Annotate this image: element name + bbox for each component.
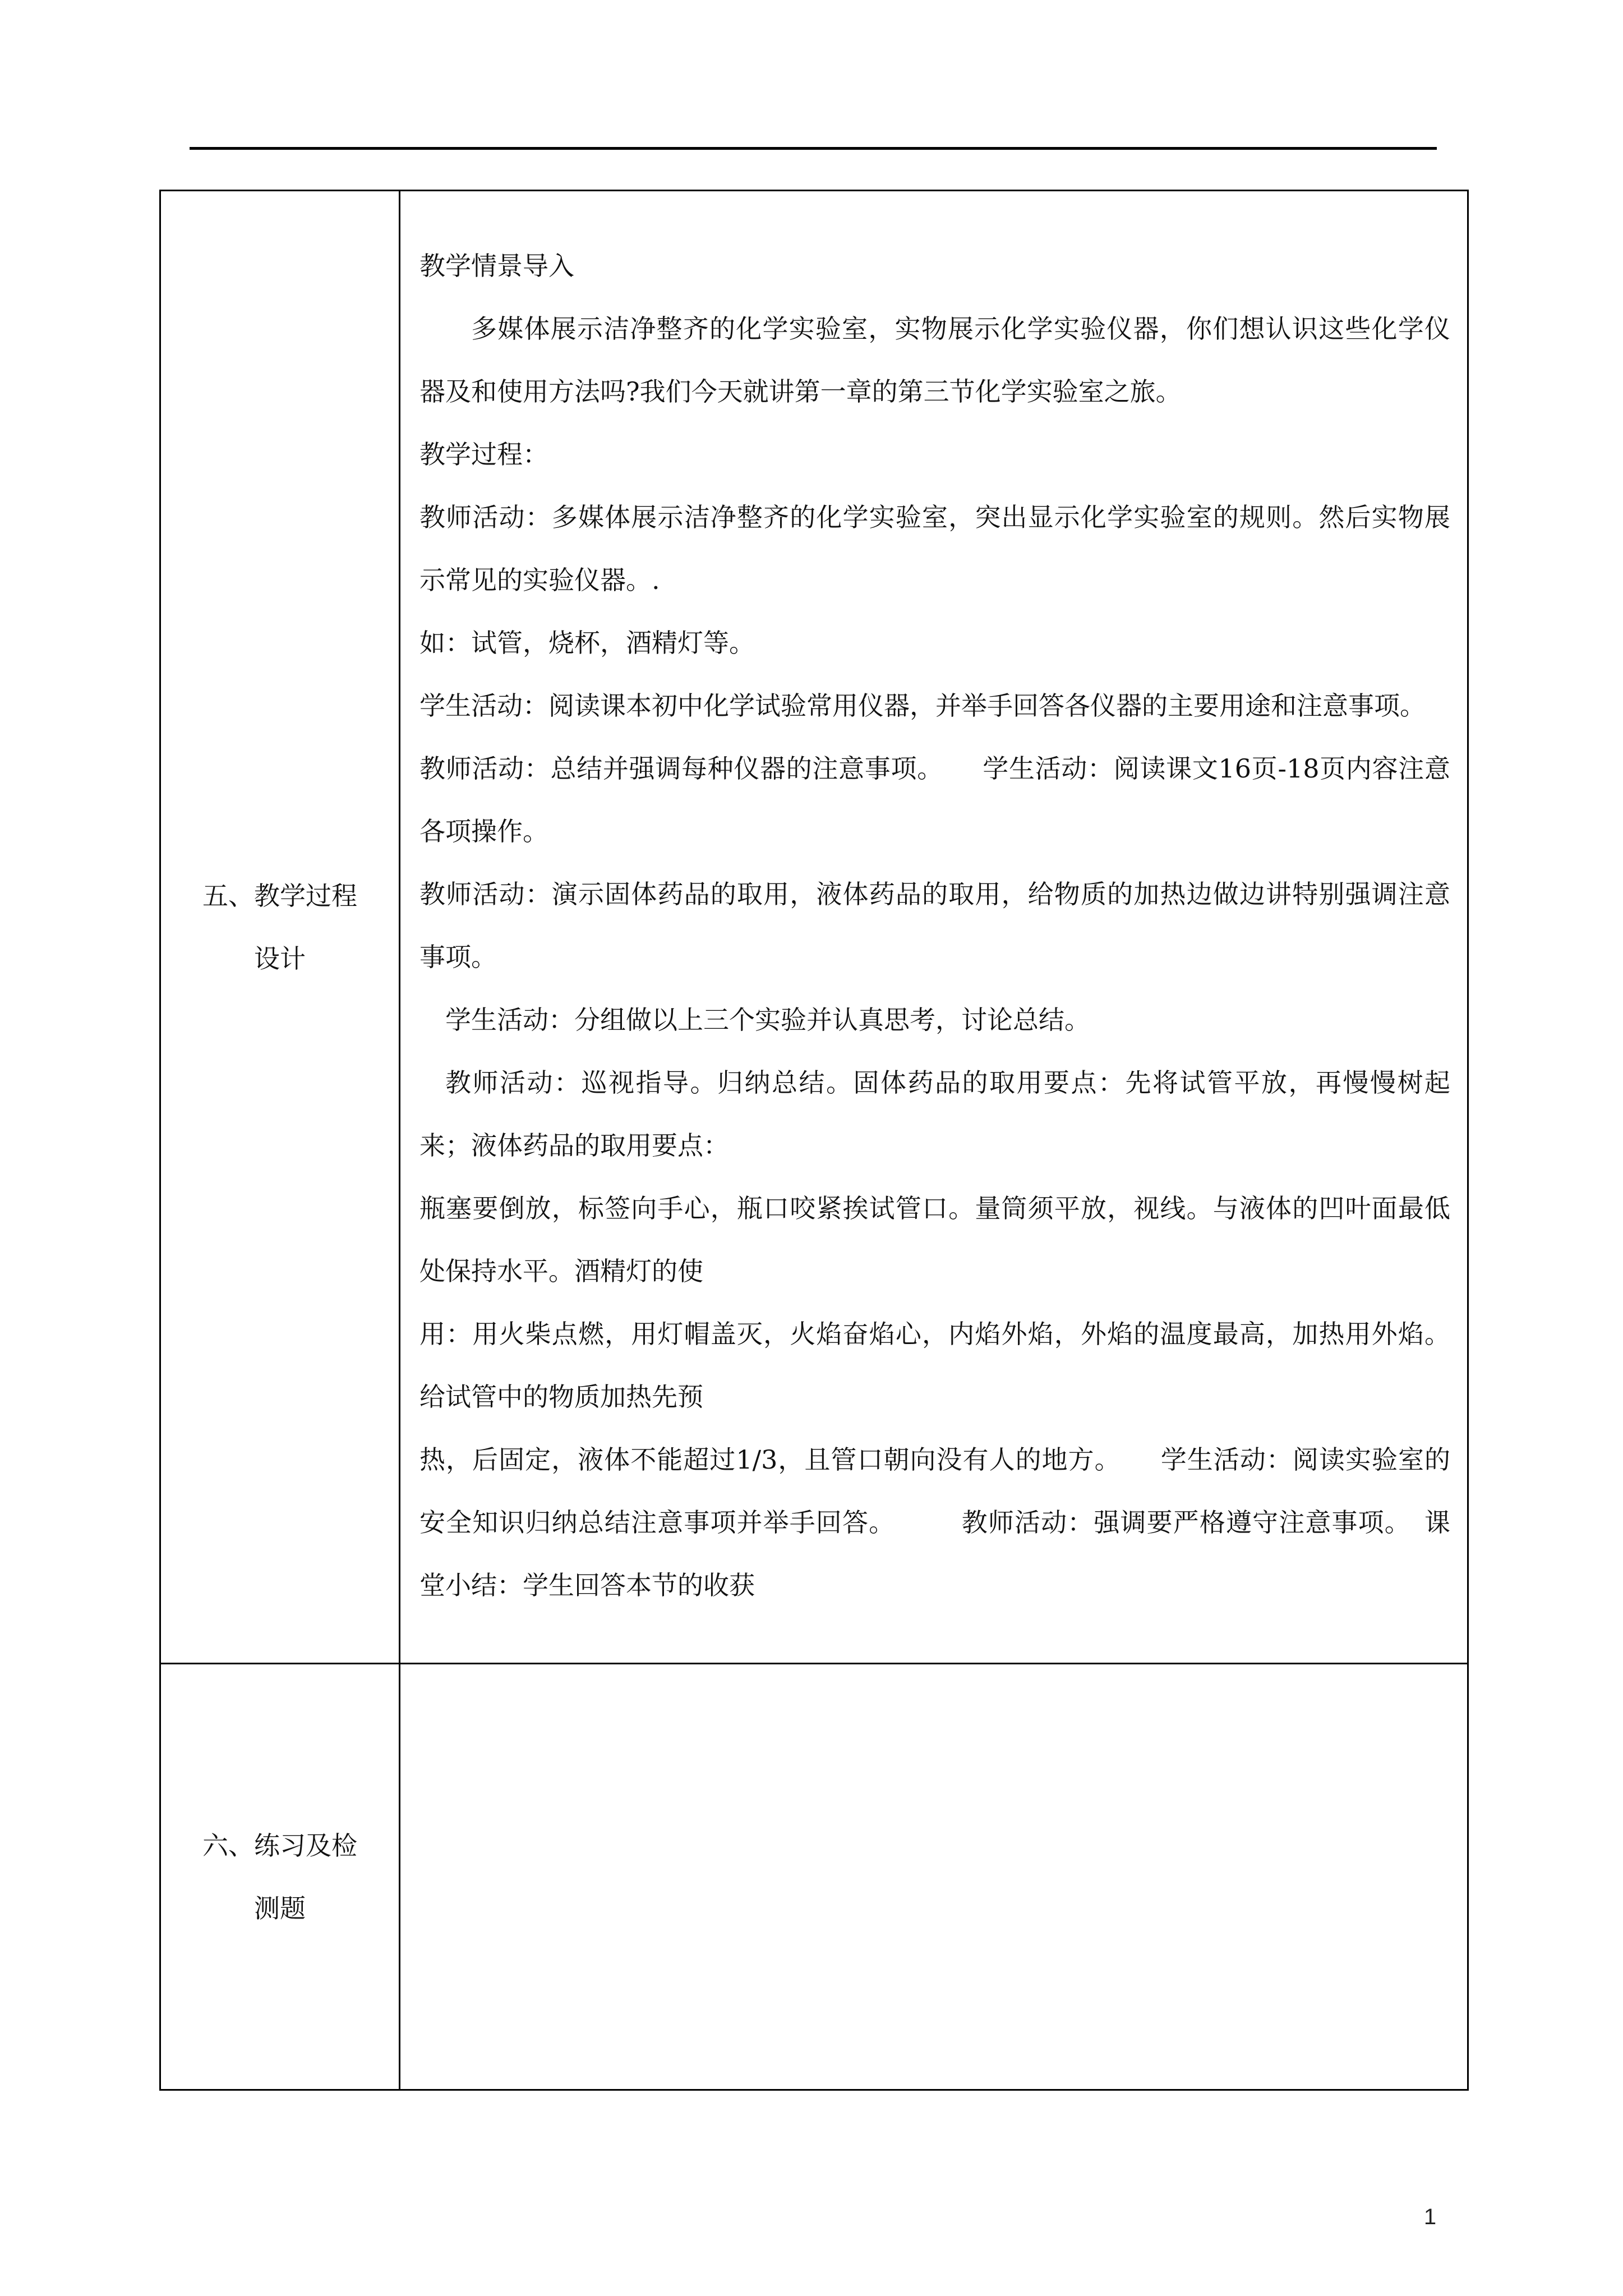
paragraph: 如：试管，烧杯，酒精灯等。 [419,627,755,658]
paragraph: 学生活动：分组做以上三个实验并认真思考，讨论总结。 [445,1004,1090,1035]
row-label-cell [160,191,400,1664]
row-label-cell [160,1664,400,2090]
lesson-plan-table [159,190,1469,2091]
paragraph: 热，后固定，液体不能超过1/3，且管口朝向没有人的地方。 学生活动：阅读实验室的安全知识归纳总结注意事项并举手回答。 教师活动：强调要严格遵守注意事项。 课堂小结：学生回答本节的收获 [419,1444,1450,1600]
header-rule [190,147,1437,150]
paragraph: 教学过程： [419,439,548,470]
paragraph: 教师活动：总结并强调每种仪器的注意事项。 学生活动：阅读课文16页-18页内容注意各项操作。 [419,753,1451,846]
paragraph: 多媒体展示洁净整齐的化学实验室，实物展示化学实验仪器，你们想认识这些化学仪器及和使用方法吗?我们今天就讲第一章的第三节化学实验室之旅。 [419,313,1450,407]
paragraph: 教学情景导入 [419,250,574,281]
row-content-cell [400,191,1468,1664]
paragraph: 学生活动：阅读课本初中化学试验常用仪器，并举手回答各仪器的主要用途和注意事项。 [419,690,1426,721]
paragraph: 教师活动：巡视指导。归纳总结。固体药品的取用要点：先将试管平放，再慢慢树起来；液体药品的取用要点： [419,1067,1450,1161]
table-row [160,1664,1468,2090]
row-content-cell-empty [400,1664,1468,2090]
page-number: 1 [1423,2205,1437,2229]
paragraph: 瓶塞要倒放，标签向手心，瓶口咬紧挨试管口。量筒须平放，视线。与液体的凹叶面最低处保持水平。酒精灯的使 [419,1193,1450,1286]
table-row [160,191,1468,1664]
row-label: 五、教学过程设计 [202,880,357,974]
paragraph: 用：用火柴点燃，用灯帽盖灭，火焰奋焰心，内焰外焰，外焰的温度最高，加热用外焰。给试管中的物质加热先预 [419,1318,1450,1412]
row-label: 六、练习及检测题 [202,1830,357,1924]
paragraph: 教师活动：演示固体药品的取用，液体药品的取用，给物质的加热边做边讲特别强调注意事项。 [419,878,1450,972]
paragraph: 教师活动：多媒体展示洁净整齐的化学实验室，突出显示化学实验室的规则。然后实物展示常见的实验仪器。. [419,501,1450,595]
